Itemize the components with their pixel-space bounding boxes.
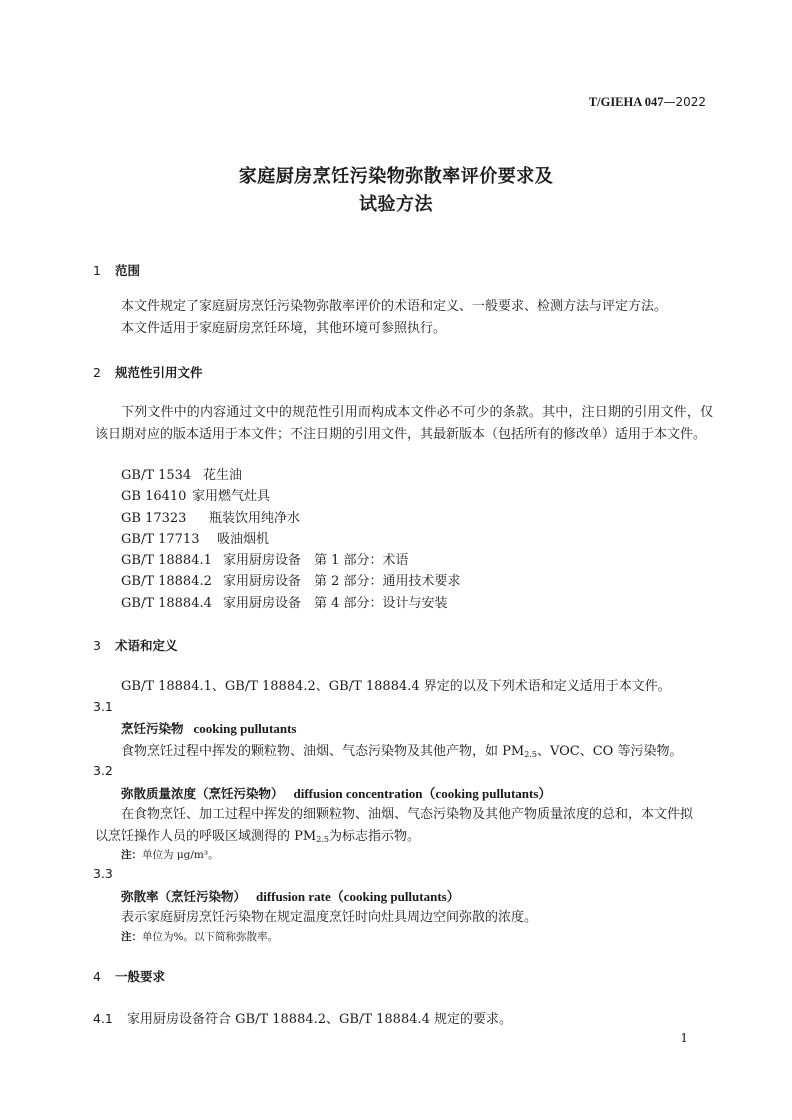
section-3-heading: 3 术语和定义 [93, 638, 178, 653]
term-3-1-title: 烹饪污染物 cooking pullutants [121, 721, 297, 736]
document-title-line1: 家庭厨房烹饪污染物弥散率评价要求及 [238, 166, 554, 187]
term-3-1-definition: 食物烹饪过程中挥发的颗粒物、油烟、气态污染物及其他产物，如 $PM_{2.5}$、VOC、CO 等污染物。 [121, 744, 683, 759]
reference-item: GB 16410 家用燃气灶具 [121, 489, 271, 505]
term-3-2-definition-line-2: 以烹饪操作人员的呼吸区域测得的 $PM_{2.5}$为标志指示物。 [95, 829, 420, 844]
reference-item: GB 17323 瓶装饮用纯净水 [121, 510, 301, 526]
section-2-heading: 2 规范性引用文件 [93, 365, 203, 380]
section-1-paragraph-2: 本文件适用于家庭厨房烹饪环境，其他环境可参照执行。 [121, 321, 447, 336]
term-3-3-number: 3.3 [93, 866, 113, 881]
term-3-2-number: 3.2 [93, 763, 113, 778]
page-number: 1 [680, 1031, 688, 1045]
section-1-paragraph-1: 本文件规定了家庭厨房烹饪污染物弥散率评价的术语和定义、一般要求、检测方法与评定方法。 [121, 299, 668, 314]
document-title-line2: 试验方法 [359, 194, 433, 215]
section-2-intro: 下列文件中的内容通过文中的规范性引用而构成本文件必不可少的条款。其中，注日期的引用文件，仅该日期对应的版本适用于本文件；不注日期的引用文件，其最新版本（包括所有的修改单）适用于本文件。 [95, 405, 713, 442]
reference-item: GB/T 18884.2 家用厨房设备 第 2 部分：通用技术要求 [121, 574, 461, 590]
term-3-2-definition-line-1: 在食物烹饪、加工过程中挥发的细颗粒物、油烟、气态污染物及其他产物质量浓度的总和，本文件拟 [121, 807, 694, 822]
standard-number: T/GIEHA 047—2022 [588, 95, 706, 109]
reference-item: GB/T 17713 吸油烟机 [121, 531, 270, 547]
reference-item: GB/T 18884.4 家用厨房设备 第 4 部分：设计与安装 [121, 595, 448, 611]
section-1-heading: 1 范围 [93, 263, 141, 278]
term-3-2-note: 注：单位为 μg/m³。 [121, 849, 219, 861]
term-3-3-note: 注：单位为%。以下简称弥散率。 [121, 931, 278, 943]
term-3-2-title: 弥散质量浓度（烹饪污染物） diffusion concentration（cooking pullutants） [121, 786, 552, 801]
term-3-3-definition: 表示家庭厨房烹饪污染物在规定温度烹饪时向灶具周边空间弥散的浓度。 [121, 910, 538, 925]
reference-item: GB/T 1534 花生油 [121, 468, 243, 483]
term-3-1-number: 3.1 [93, 699, 113, 714]
reference-item: GB/T 18884.1 家用厨房设备 第 1 部分：术语 [121, 553, 409, 569]
normative-references-list [121, 465, 461, 614]
term-3-3-title: 弥散率（烹饪污染物） diffusion rate（cooking pullutants） [121, 889, 460, 904]
section-3-intro: GB/T 18884.1、GB/T 18884.2、GB/T 18884.4 界定的以及下列术语和定义适用于本文件。 [121, 679, 671, 694]
clause-4-1: 4.1 家用厨房设备符合 GB/T 18884.2、GB/T 18884.4 规定的要求。 [93, 1011, 513, 1027]
section-4-heading: 4 一般要求 [93, 969, 166, 984]
